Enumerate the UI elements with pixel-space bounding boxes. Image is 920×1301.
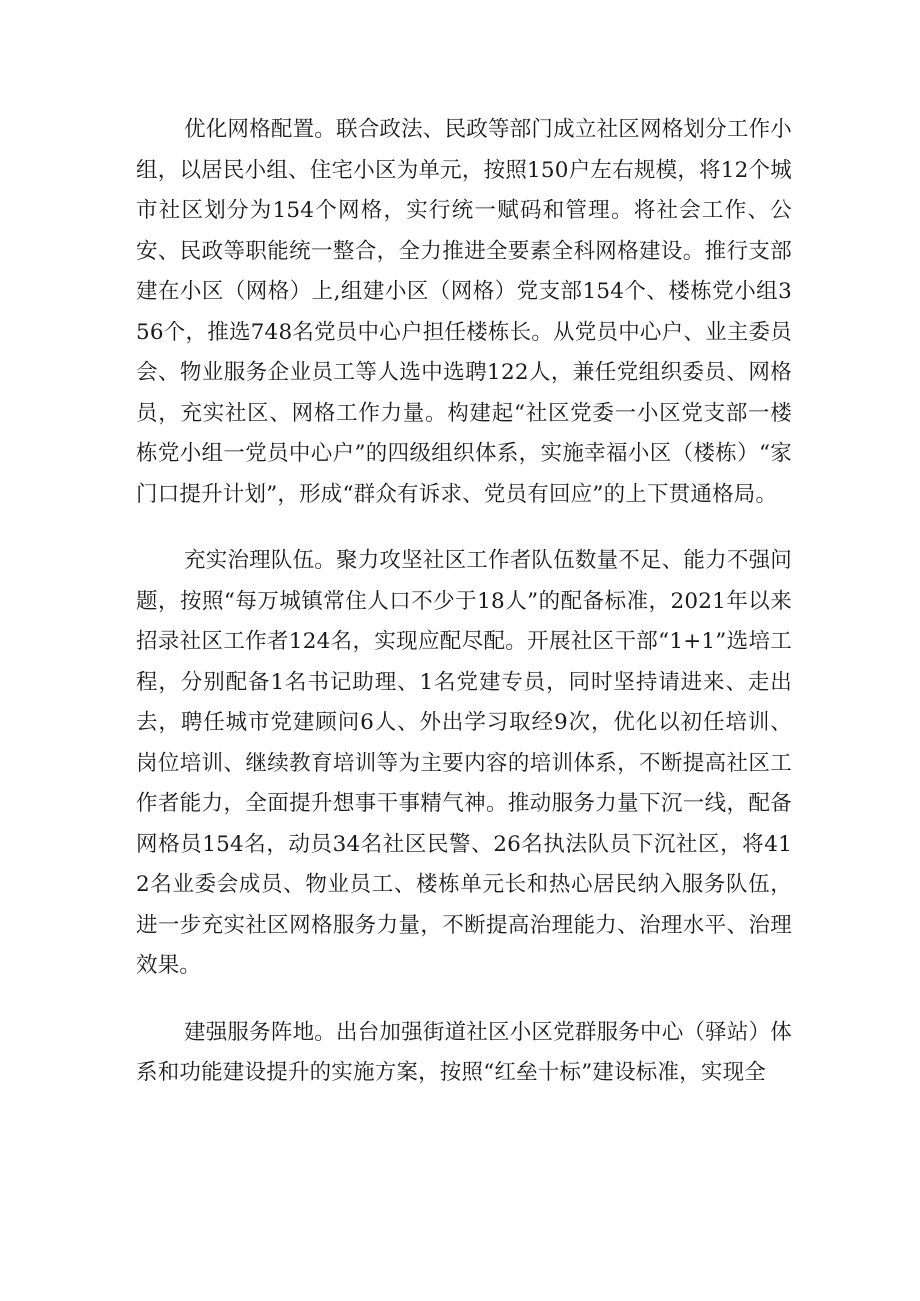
paragraph-governance-team: 充实治理队伍。聚力攻坚社区工作者队伍数量不足、能力不强问题，按照“每万城镇常住人口不少于18人”的配备标准，2021年以来招录社区工作者124名，实现应配尽配。开展社区干部“1+1”选培工程，分别配备1名书记助理、1名党建专员，同时坚持请进来、走出去，聘任城市党建顾问6人、外出学习取经9次，优化以初任培训、岗位培训、继续教育培训等为主要内容的培训体系，不断提高社区工作者能力，全面提升想事干事精气神。推动服务力量下沉一线，配备网格员154名，动员34名社区民警、26名执法队员下沉社区，将412名业委会成员、物业员工、楼栋单元长和热心居民纳入服务队伍，进一步充实社区网格服务力量，不断提高治理能力、治理水平、治理效果。 — [136, 548, 792, 978]
paragraph-service-positions: 建强服务阵地。出台加强街道社区小区党群服务中心（驿站）体系和功能建设提升的实施方案，按照“红垒十标”建设标准，实现全 — [136, 1019, 792, 1085]
document-page — [136, 110, 792, 1120]
paragraph-grid-configuration: 优化网格配置。联合政法、民政等部门成立社区网格划分工作小组，以居民小组、住宅小区为单元，按照150户左右规模，将12个城市社区划分为154个网格，实行统一赋码和管理。将社会工作、公安、民政等职能统一整合，全力推进全要素全科网格建设。推行支部建在小区（网格）上,组建小区（网格）党支部154个、楼栋党小组356个，推选748名党员中心户担任楼栋长。从党员中心户、业主委员会、物业服务企业员工等人选中选聘122人，兼任党组织委员、网格员，充实社区、网格工作力量。构建起“社区党委一小区党支部一楼栋党小组一党员中心户”的四级组织体系，实施幸福小区（楼栋）“家门口提升计划”，形成“群众有诉求、党员有回应”的上下贯通格局。 — [136, 117, 792, 507]
